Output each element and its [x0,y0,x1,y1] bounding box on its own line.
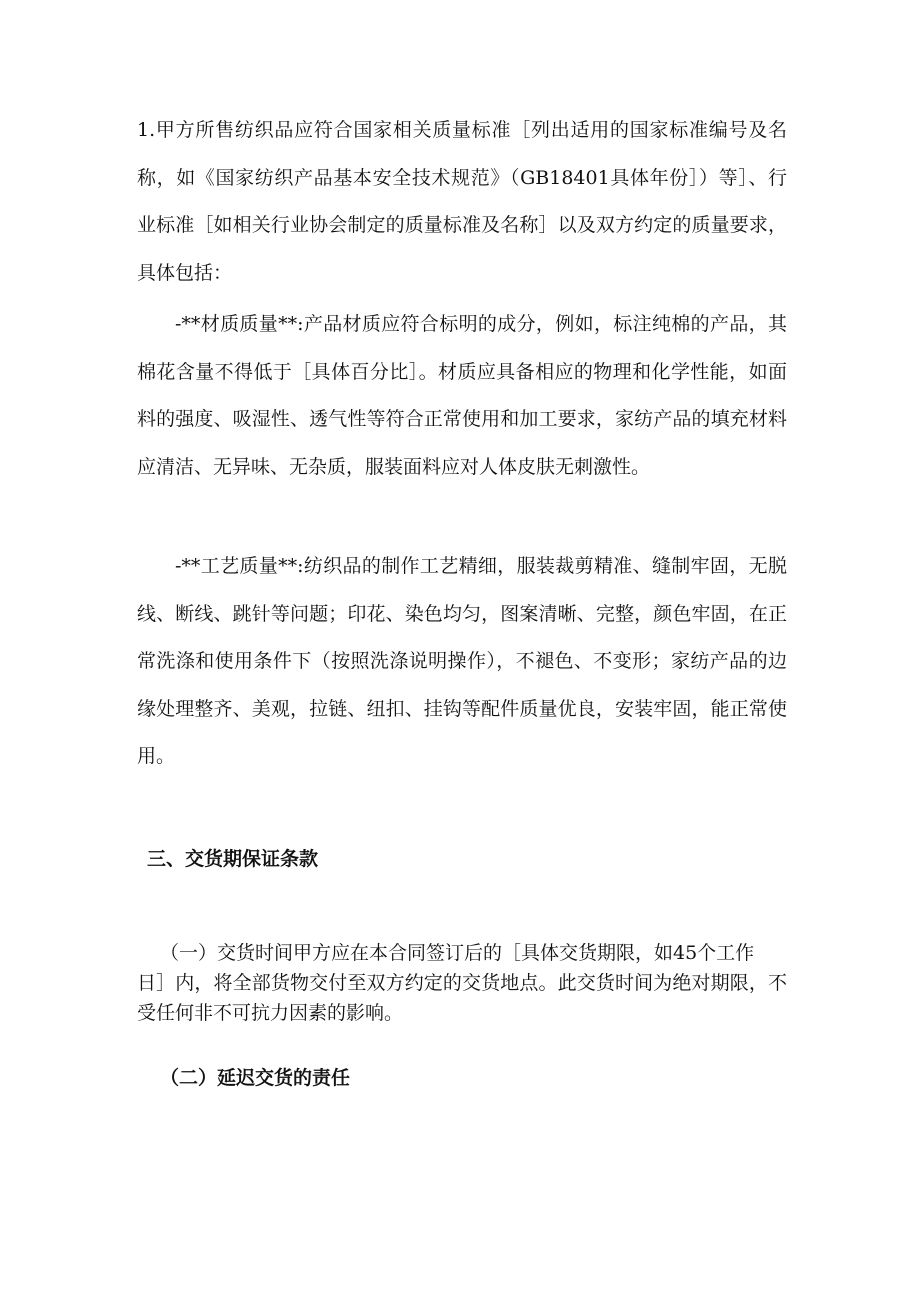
delivery-time-continuation: 日］内，将全部货物交付至双方约定的交货地点。此交货时间为绝对期限，不受任何非不可抗力因素的影响。 [137,972,787,1024]
section-three-heading: 三、交货期保证条款 [147,848,319,870]
quality-standard-paragraph: 1.甲方所售纺织品应符合国家相关质量标准［列出适用的国家标准编号及名称，如《国家纺织产品基本安全技术规范》（GB18401具体年份］）等］、行业标准［如相关行业协会制定的质量标准及名称］以及双方约定的质量要求，具体包括： [137,119,787,284]
material-quality-paragraph: -**材质质量**:产品材质应符合标明的成分，例如，标注纯棉的产品，其棉花含量不得低于［具体百分比］。材质应具备相应的物理和化学性能，如面料的强度、吸湿性、透气性等符合正常使用和加工要求，家纺产品的填充材料应清洁、无异味、无杂质，服装面料应对人体皮肤无刺激性。 [137,313,787,478]
late-delivery-heading: （二）延迟交货的责任 [160,1067,351,1089]
delivery-time-first-line: （一）交货时间甲方应在本合同签订后的［具体交货期限，如45个工作 [160,942,755,964]
process-quality-paragraph: -**工艺质量**:纺织品的制作工艺精细，服装裁剪精准、缝制牢固，无脱线、断线、跳针等问题；印花、染色均匀，图案清晰、完整，颜色牢固，在正常洗涤和使用条件下（按照洗涤说明操作），不褪色、不变形；家纺产品的边缘处理整齐、美观，拉链、纽扣、挂钩等配件质量优良，安装牢固，能正常使用。 [137,555,787,767]
delivery-time-paragraph [137,938,787,1028]
